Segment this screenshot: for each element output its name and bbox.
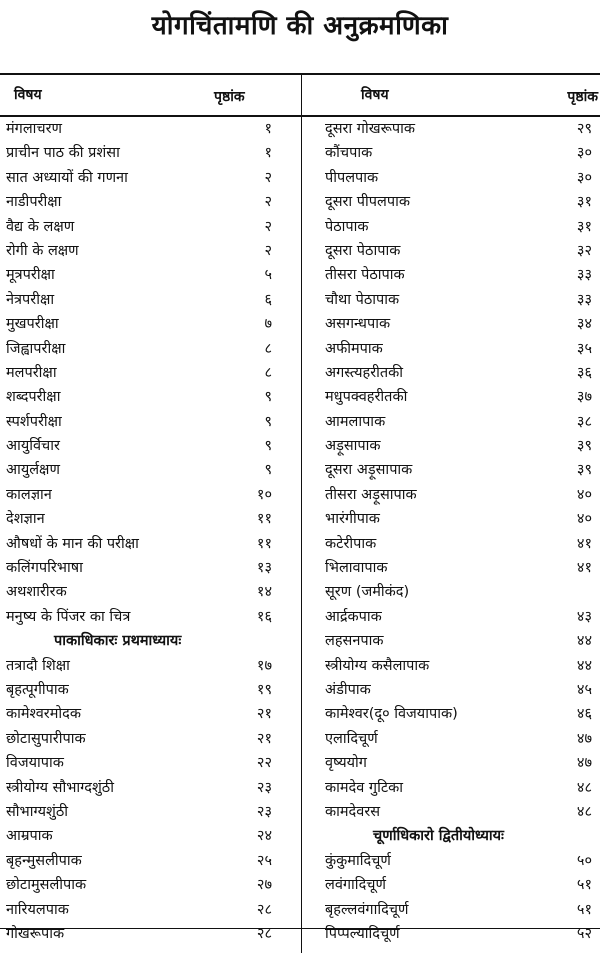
index-entry [0,164,300,188]
index-entry [0,822,300,846]
entry-title: लवंगादिचूर्ण [325,877,386,894]
index-entry [303,725,600,749]
index-entry [303,871,600,895]
entry-title: अंडीपाक [325,681,371,698]
index-entry [0,383,300,407]
entry-page-number: ९ [264,413,272,430]
entry-title: सात अध्यायों की गणना [6,169,128,186]
entry-page-number: ८ [264,364,272,381]
entry-page-number: १६ [256,608,272,625]
entry-title: बृहत्पूगीपाक [6,681,69,698]
entry-page-number: ४१ [576,560,592,577]
index-entry [303,408,600,432]
index-entry [0,456,300,480]
right-column-header [303,73,600,115]
section-heading [0,627,300,651]
entry-title: आमलापाक [325,413,386,430]
index-entry [0,188,300,212]
index-entry [0,432,300,456]
entry-page-number: ३३ [576,291,592,308]
entry-page-number: २३ [256,803,272,820]
entry-page-number: ४० [576,511,592,528]
index-entry [303,261,600,285]
entry-title: कालज्ञान [6,486,52,503]
entry-title: पेठापाक [325,218,369,235]
index-entry [0,505,300,529]
page-number-header: पृष्ठांक [214,89,245,105]
index-entry [0,871,300,895]
index-entry [303,237,600,261]
entry-title: अगस्त्यहरीतकी [325,364,404,381]
index-entry [0,261,300,285]
entry-page-number: १० [256,486,272,503]
index-entry [0,774,300,798]
left-column-header [0,73,300,115]
index-entry [303,774,600,798]
entry-page-number: ३६ [576,364,592,381]
entry-page-number: २७ [256,877,272,894]
entry-page-number: ९ [264,438,272,455]
entry-page-number: ५ [264,267,272,284]
index-entry [303,749,600,773]
entry-page-number: ४५ [576,681,592,698]
entry-page-number: ४४ [576,633,592,650]
entry-page-number: ३१ [576,218,592,235]
entry-title: भारंगीपाक [325,511,380,528]
entry-title: स्त्रीयोग्य सौभाग्दशुंठी [6,779,114,796]
entry-page-number: ३३ [576,267,592,284]
index-entry [303,627,600,651]
entry-page-number: ११ [256,535,272,552]
left-entry-list [0,115,300,944]
entry-title: तीसरा अड़ूसापाक [325,486,417,503]
entry-title: मनुष्य के पिंजर का चित्र [6,608,131,625]
index-entry [303,432,600,456]
entry-page-number: ३० [576,145,592,162]
entry-title: एलादिचूर्ण [325,730,378,747]
section-title: पाकाधिकारः प्रथमाध्यायः [54,633,182,650]
entry-title: बृहन्मुसलीपाक [6,852,82,869]
entry-title: कटेरीपाक [325,535,377,552]
entry-title: कौंचपाक [325,145,373,162]
entry-page-number: १९ [256,681,272,698]
index-entry [0,920,300,944]
entry-title: दूसरा गोखरूपाक [325,121,415,137]
entry-page-number: ४८ [576,779,592,796]
entry-title: पिप्पल्यादिचूर्ण [325,925,400,942]
index-entry [303,652,600,676]
entry-title: अड़ूसापाक [325,438,381,455]
index-entry [303,213,600,237]
entry-title: कलिंगपरिभाषा [6,560,83,577]
index-entry [303,115,600,139]
index-entry [303,676,600,700]
index-entry [303,896,600,920]
entry-title: सूरण (जमीकंद) [325,584,410,601]
right-entry-list [303,115,600,944]
index-entry [0,335,300,359]
entry-title: रोगी के लक्षण [6,242,79,259]
entry-title: स्त्रीयोग्य कसैलापाक [325,657,430,674]
entry-page-number: ८ [264,340,272,357]
entry-title: आम्रपाक [6,828,53,845]
entry-title: पीपलपाक [325,169,379,186]
index-entry [303,700,600,724]
entry-page-number: ३७ [576,389,592,406]
entry-title: तत्रादौ शिक्षा [6,657,70,674]
entry-title: मंगलाचरण [6,121,63,137]
right-column [303,73,600,944]
index-entry [0,286,300,310]
entry-title: वैद्य के लक्षण [6,218,75,235]
entry-page-number: ११ [256,511,272,528]
entry-title: स्पर्शपरीक्षा [6,413,62,430]
entry-title: गोखरूपाक [6,925,65,942]
entry-page-number: ९ [264,389,272,406]
index-entry [0,725,300,749]
entry-title: नाडीपरीक्षा [6,194,62,211]
entry-page-number: २ [264,218,272,235]
entry-page-number: २१ [256,706,272,723]
entry-title: कामदेवरस [325,803,381,820]
index-entry [303,578,600,602]
entry-title: शब्दपरीक्षा [6,389,61,406]
entry-page-number: ३४ [576,316,592,333]
entry-page-number: २८ [256,925,272,942]
index-entry [303,798,600,822]
entry-page-number: २५ [256,852,272,869]
index-entry [0,700,300,724]
entry-page-number: २३ [256,779,272,796]
entry-page-number: ५२ [576,925,592,942]
entry-title: आर्द्रकपाक [325,608,382,625]
index-entry [303,164,600,188]
index-entry [0,530,300,554]
index-entry [303,920,600,944]
entry-title: दूसरा अड़ूसापाक [325,462,413,479]
entry-title: लहसनपाक [325,633,384,650]
index-entry [303,530,600,554]
entry-page-number: ७ [264,316,272,333]
index-entry [303,456,600,480]
entry-title: नारियलपाक [6,901,69,918]
section-heading [303,822,600,846]
entry-page-number: ५१ [576,901,592,918]
entry-title: विजयापाक [6,755,64,772]
entry-title: आयुर्विचार [6,438,60,455]
entry-title: जिह्वापरीक्षा [6,340,66,357]
index-entry [0,554,300,578]
index-entry [303,286,600,310]
entry-page-number: २ [264,194,272,211]
entry-page-number: ४४ [576,657,592,674]
subject-header: विषय [14,87,42,103]
entry-page-number: ३९ [576,438,592,455]
index-entry [0,896,300,920]
index-entry [303,505,600,529]
index-entry [303,139,600,163]
entry-title: मूत्रपरीक्षा [6,267,55,284]
entry-page-number: ४१ [576,535,592,552]
entry-page-number: २ [264,242,272,259]
entry-page-number: १ [264,121,272,137]
entry-title: औषधों के मान की परीक्षा [6,535,139,552]
entry-page-number: ४७ [576,755,592,772]
entry-page-number: ५१ [576,877,592,894]
entry-page-number: २१ [256,730,272,747]
entry-page-number: ३२ [576,242,592,259]
entry-page-number: २९ [576,121,592,137]
entry-page-number: २२ [256,755,272,772]
entry-page-number: २८ [256,901,272,918]
index-entry [0,847,300,871]
index-entry [0,408,300,432]
index-entry [303,847,600,871]
entry-title: मुखपरीक्षा [6,316,59,333]
entry-title: कुंकुमादिचूर्ण [325,852,391,869]
entry-page-number: १४ [256,584,272,601]
index-entry [0,359,300,383]
entry-title: छोटासुपारीपाक [6,730,86,747]
entry-title: असगन्धपाक [325,316,391,333]
entry-title: छोटामुसलीपाक [6,877,87,894]
entry-page-number: ४३ [576,608,592,625]
entry-title: दूसरा पेठापाक [325,242,401,259]
entry-page-number: १७ [256,657,272,674]
entry-page-number: ४० [576,486,592,503]
entry-title: अफीमपाक [325,340,383,357]
index-entry [303,310,600,334]
section-title: चूर्णाधिकारो द्वितीयोध्यायः [373,828,504,845]
entry-page-number: २४ [256,828,272,845]
entry-page-number: ३१ [576,194,592,211]
index-entry [303,188,600,212]
left-column [0,73,300,944]
index-entry [303,554,600,578]
index-entry [303,335,600,359]
index-entry [0,237,300,261]
entry-page-number: ५० [576,852,592,869]
entry-title: कामेश्वर(दू० विजयापाक) [325,706,458,723]
index-entry [0,481,300,505]
entry-title: आयुर्लक्षण [6,462,60,479]
entry-title: प्राचीन पाठ की प्रशंसा [6,145,120,162]
index-entry [0,652,300,676]
entry-title: अथशारीरक [6,584,67,601]
index-entry [303,383,600,407]
index-entry [0,578,300,602]
page-title: योगचिंतामणि की अनुक्रमणिका [151,11,449,41]
entry-page-number: ४८ [576,803,592,820]
entry-page-number: ६ [264,291,272,308]
index-entry [303,603,600,627]
index-entry [303,481,600,505]
entry-title: नेत्रपरीक्षा [6,291,55,308]
entry-page-number: ३८ [576,413,592,430]
index-entry [0,115,300,139]
index-entry [0,676,300,700]
entry-title: कामेश्वरमोदक [6,706,81,723]
entry-page-number: ४७ [576,730,592,747]
entry-title: दूसरा पीपलपाक [325,194,410,211]
index-entry [0,213,300,237]
entry-page-number: १ [264,145,272,162]
entry-page-number: ४६ [576,706,592,723]
entry-title: बृहल्लवंगादिचूर्ण [325,901,409,918]
entry-page-number: २ [264,169,272,186]
entry-title: देशज्ञान [6,511,45,528]
index-entry [0,749,300,773]
page-number-header: पृष्ठांक [567,89,598,105]
entry-title: भिलावापाक [325,560,388,577]
entry-title: कामदेव गुटिका [325,779,404,796]
entry-page-number: ९ [264,462,272,479]
index-entry [0,798,300,822]
index-entry [0,139,300,163]
entry-page-number: ३५ [576,340,592,357]
index-entry [303,359,600,383]
index-entry [0,603,300,627]
entry-page-number: ३९ [576,462,592,479]
entry-title: तीसरा पेठापाक [325,267,405,284]
entry-title: मलपरीक्षा [6,364,57,381]
entry-title: चौथा पेठापाक [325,291,400,308]
entry-title: मधुपक्वहरीतकी [325,389,408,406]
index-entry [0,310,300,334]
entry-page-number: ३० [576,169,592,186]
entry-title: सौभाग्यशुंठी [6,803,69,820]
entry-title: वृष्ययोग [325,755,367,772]
subject-header: विषय [361,87,389,103]
column-divider [301,73,302,953]
entry-page-number: १३ [256,560,272,577]
